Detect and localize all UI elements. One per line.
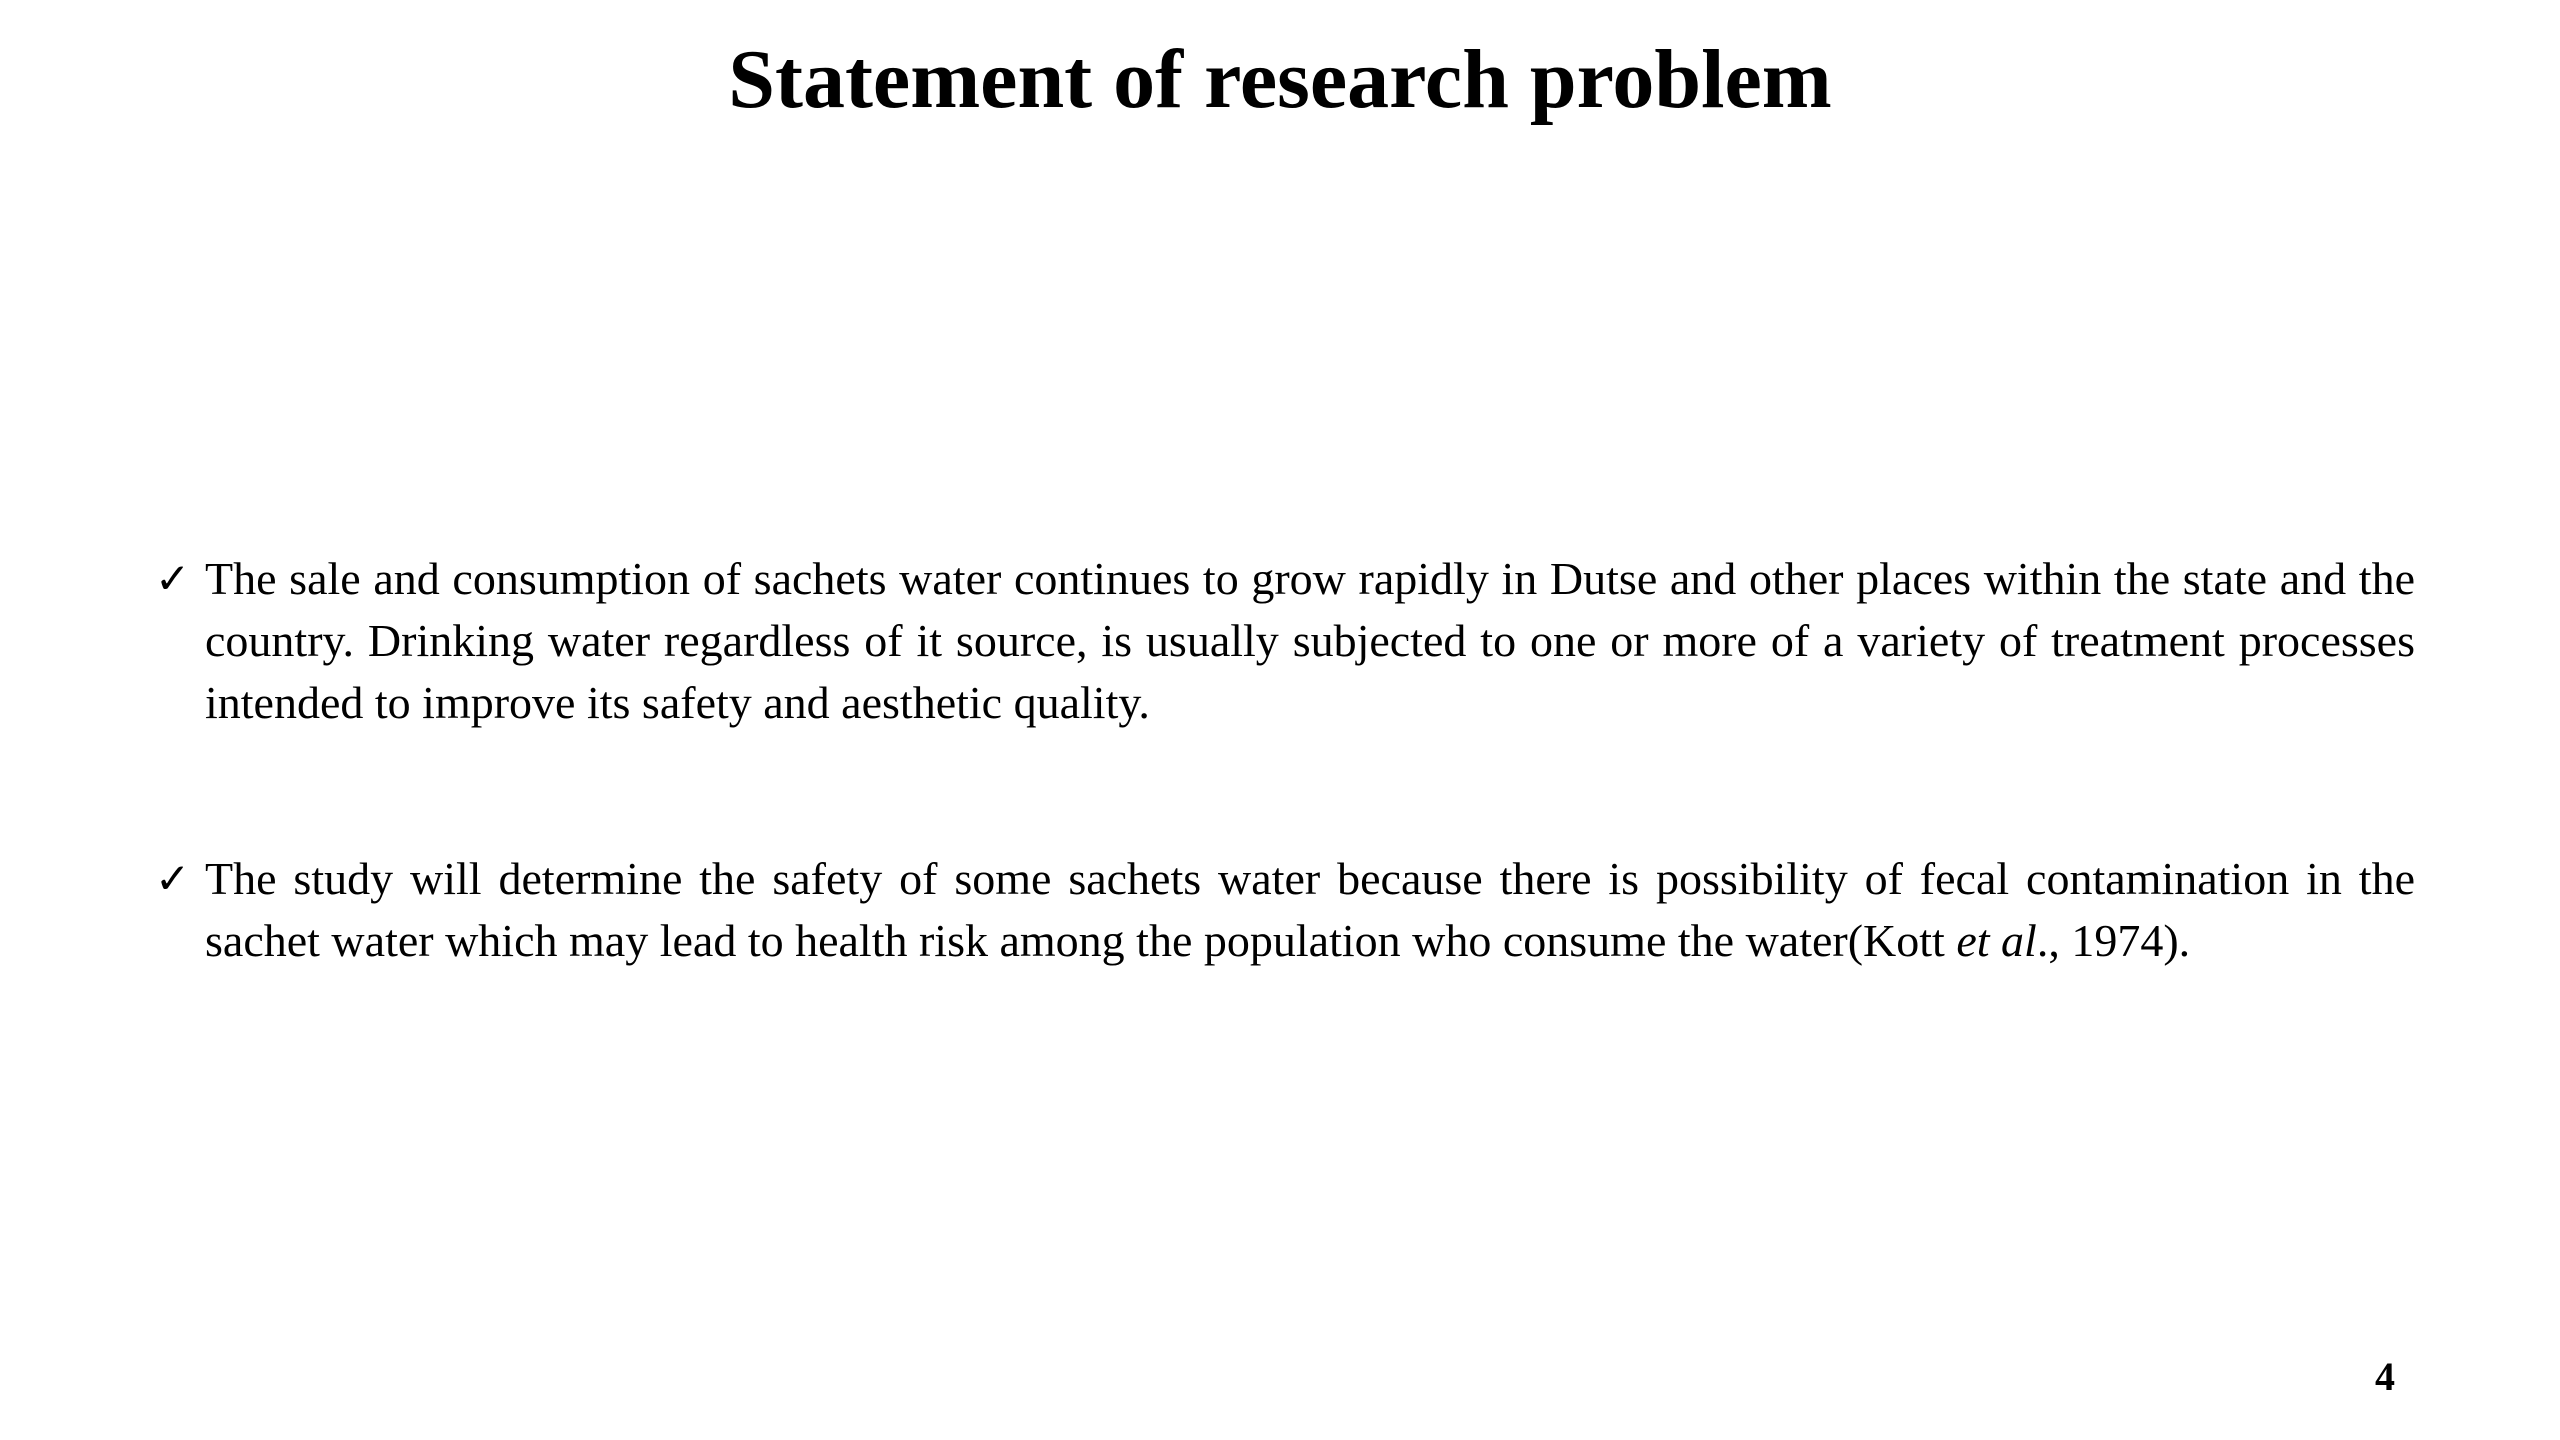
citation-et-al: et al xyxy=(1956,915,2037,966)
bullet-list xyxy=(155,548,2415,972)
bullet-text-2-main: The study will determine the safety of some sachets water because there is possibility of fecal contamination in the sachet water which may lead to health risk among the population who consume the water(Kott xyxy=(205,853,2415,966)
bullet-item-1 xyxy=(155,548,2415,734)
bullet-text-2 xyxy=(205,853,2415,966)
page-number: 4 xyxy=(2375,1354,2395,1399)
bullet-text-1: The sale and consumption of sachets water continues to grow rapidly in Dutse and other places within the state and the country. Drinking water regardless of it source, is usually subjected to one or more of a variety of treatment processes intended to improve its safety and aesthetic quality. xyxy=(205,553,2415,728)
bullet-text-2-end: ., 1974). xyxy=(2036,915,2191,966)
checkmark-icon: ✓ xyxy=(155,554,191,603)
bullet-item-2 xyxy=(155,848,2415,972)
checkmark-icon: ✓ xyxy=(155,854,191,903)
slide-title: Statement of research problem xyxy=(728,33,1832,126)
